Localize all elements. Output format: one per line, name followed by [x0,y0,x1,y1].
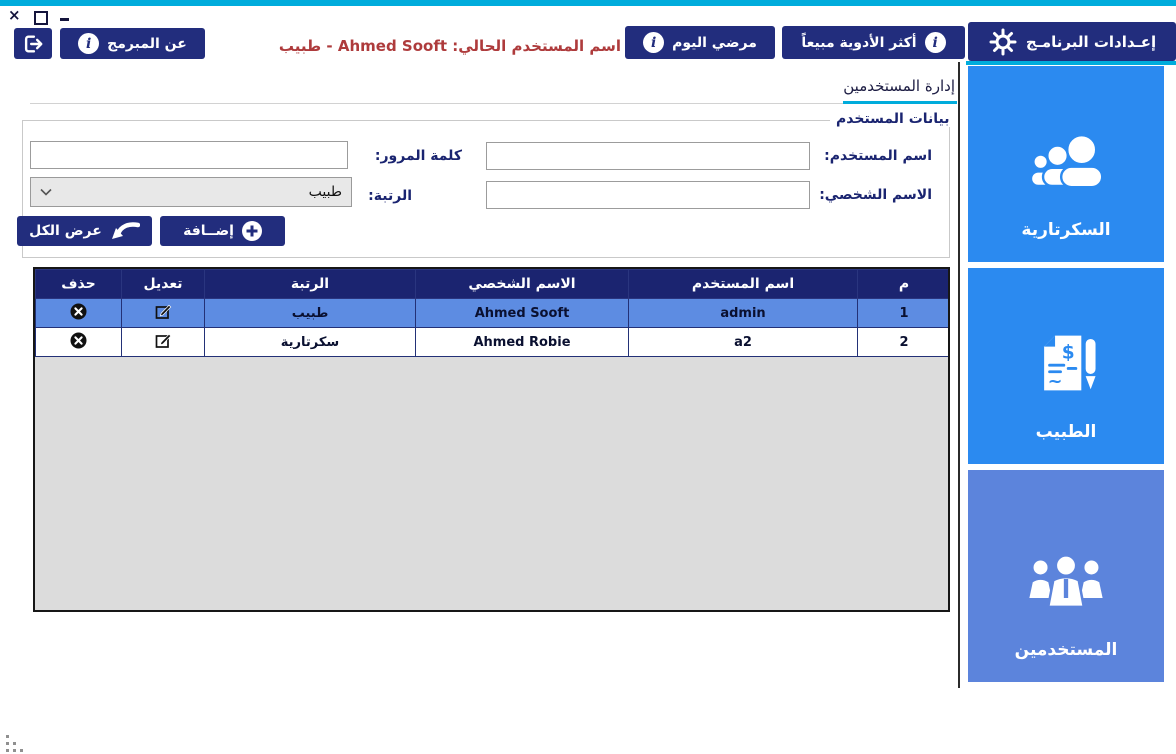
cell-delete [36,299,122,328]
current-user-label: اسم المستخدم الحالي: Ahmed Sooft - طبيب [278,37,622,55]
users-table-container[interactable] [33,267,950,612]
info-icon: i [78,33,99,54]
cell-edit [122,328,205,357]
svg-text:$: $ [1061,342,1075,364]
rank-label: الرتبة: [368,188,412,204]
logout-arrow-icon [22,33,44,55]
svg-text:~: ~ [1047,372,1063,393]
rank-selected-value: طبيب [308,184,342,200]
sidebar-tile-doctor[interactable] [968,268,1164,464]
info-icon: i [925,32,946,53]
cell-personal-name: Ahmed Sooft [416,299,629,328]
resize-grip[interactable] [6,735,9,738]
cell-username: a2 [629,328,858,357]
today-patients-button[interactable] [625,26,775,59]
username-input[interactable] [486,142,810,170]
rank-dropdown[interactable] [30,177,352,207]
gear-wrench-icon [988,27,1018,57]
sidebar-tile-secretary-label: السكرتارية [1021,220,1111,240]
people-group-icon [1027,134,1105,220]
tab-user-management[interactable]: إدارة المستخدمين [843,77,955,95]
username-label: اسم المستخدم: [824,148,932,164]
users-team-icon [1025,556,1107,640]
cell-delete [36,328,122,357]
personal-name-input[interactable] [486,181,810,209]
about-programmer-button[interactable] [60,28,205,59]
info-icon: i [643,32,664,53]
today-patients-label: مرضي اليوم [672,34,757,51]
cell-rank: طبيب [205,299,416,328]
password-input[interactable] [30,141,348,169]
active-tab-underline [843,101,957,104]
cell-edit [122,299,205,328]
sidebar-tile-users[interactable] [968,470,1164,682]
column-header-rank[interactable]: الرتبة [205,270,416,299]
top-selling-drugs-label: أكثر الأدوية مبيعاً [801,34,917,51]
column-header-number[interactable]: م [858,270,951,299]
table-row[interactable] [36,299,951,328]
column-header-delete[interactable]: حذف [36,270,122,299]
invoice-pen-icon [1031,332,1101,422]
titlebar-accent-strip [0,0,1176,6]
cell-rank: سكرتارية [205,328,416,357]
column-header-edit[interactable]: تعديل [122,270,205,299]
cell-number: 1 [858,299,951,328]
personal-name-label: الاسم الشخصي: [819,187,932,203]
top-selling-drugs-button[interactable] [782,26,965,59]
program-settings-label: إعـدادات البرنامـج [1025,32,1157,51]
content-sidebar-divider [958,62,960,688]
back-arrow-icon [110,220,140,242]
window-minimize-icon[interactable] [60,18,69,21]
cell-username: admin [629,299,858,328]
users-table [35,269,950,357]
show-all-button[interactable] [17,216,152,246]
table-row[interactable] [36,328,951,357]
cell-personal-name: Ahmed Robie [416,328,629,357]
show-all-label: عرض الكل [29,223,102,239]
users-table-body [36,299,951,357]
about-programmer-label: عن المبرمج [107,35,187,52]
sidebar-tile-secretary[interactable] [968,66,1164,262]
window-maximize-icon[interactable] [34,11,48,25]
sidebar-tile-doctor-label: الطبيب [1035,422,1097,442]
add-label: إضــافة [183,223,234,239]
column-header-personal-name[interactable]: الاسم الشخصي [416,270,629,299]
user-data-group-title: بيانات المستخدم [830,111,956,127]
delete-icon[interactable] [70,303,87,320]
chevron-down-icon [40,188,52,196]
table-header-row [36,270,951,299]
cell-number: 2 [858,328,951,357]
program-settings-button[interactable] [968,22,1176,61]
add-button[interactable] [160,216,285,246]
sidebar-accent-line [966,61,1176,65]
window-close-icon[interactable]: × [8,6,21,24]
edit-icon[interactable] [155,332,172,349]
plus-circle-icon [242,221,262,241]
delete-icon[interactable] [70,332,87,349]
edit-icon[interactable] [155,303,172,320]
column-header-username[interactable]: اسم المستخدم [629,270,858,299]
password-label: كلمة المرور: [374,148,462,164]
sidebar-tile-users-label: المستخدمين [1014,640,1118,660]
tab-strip-line [30,103,843,104]
exit-button[interactable] [14,28,52,59]
